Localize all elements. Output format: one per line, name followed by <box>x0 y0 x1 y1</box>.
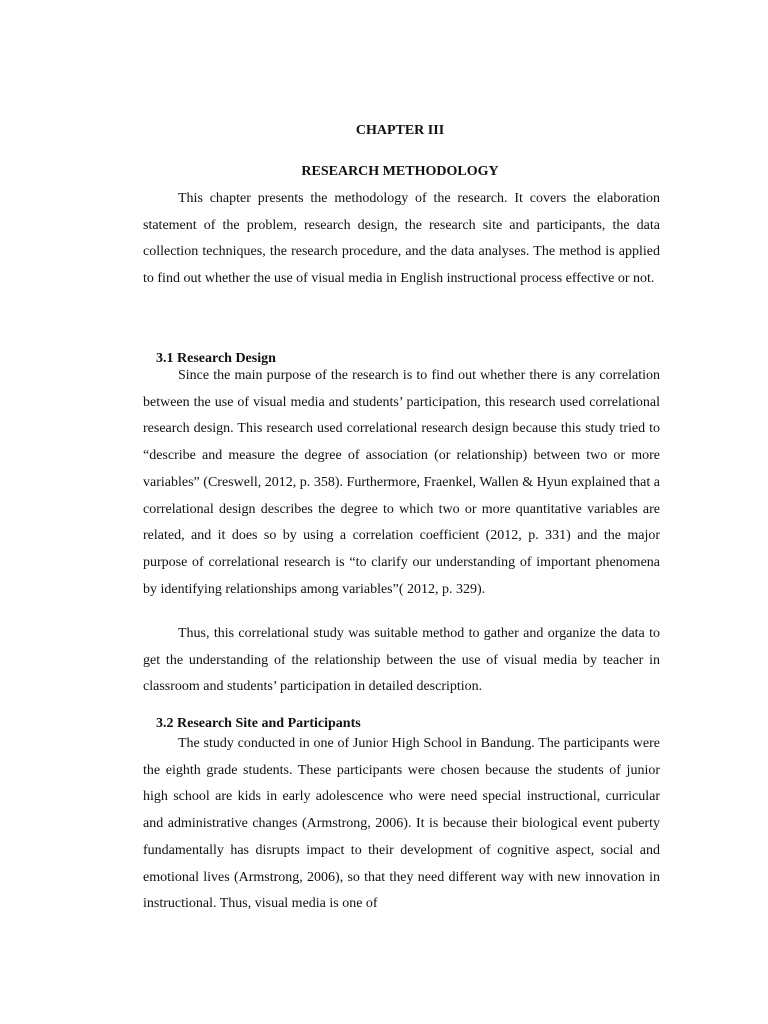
research-design-paragraph-2: Thus, this correlational study was suitable method to gather and organize the data to get the understanding of the relationship between the use of visual media by teacher in classroom and students’ participation in detailed description. <box>143 626 660 695</box>
section-heading-research-design: 3.1 Research Design <box>156 351 276 366</box>
section-heading-research-site: 3.2 Research Site and Participants <box>156 716 361 731</box>
intro-paragraph: This chapter presents the methodology of the research. It covers the elaboration statement of the problem, research design, the research site and participants, the data collection techniques, the research procedure, and the data analyses. The method is applied to find out whether the use of visual media in English instructional process effective or not. <box>143 191 660 287</box>
research-site-paragraph-1: The study conducted in one of Junior High School in Bandung. The participants were the eighth grade students. These participants were chosen because the students of junior high school are kids in early adolescence who were need special instructional, curricular and administrative changes (Armstrong, 2006). It is because their biological event puberty fundamentally has disrupts impact to their development of cognitive aspect, social and emotional lives (Armstrong, 2006), so that they need different way with new innovation in instructional. Thus, visual media is one of <box>143 736 660 912</box>
chapter-label: CHAPTER III <box>355 123 445 138</box>
chapter-title: RESEARCH METHODOLOGY <box>301 164 499 179</box>
research-design-paragraph-1: Since the main purpose of the research is to find out whether there is any correlation between the use of visual media and students’ participation, this research used correlational research design. This research used correlational research design because this study tried to “describe and measure the degree of association (or relationship) between two or more variables” (Creswell, 2012, p. 358). Furthermore, Fraenkel, Wallen & Hyun explained that a correlational design describes the degree to which two or more quantitative variables are related, and it does so by using a correlation coefficient (2012, p. 331) and the major purpose of correlational research is “to clarify our understanding of important phenomena by identifying relationships among variables”( 2012, p. 329). <box>143 368 660 597</box>
